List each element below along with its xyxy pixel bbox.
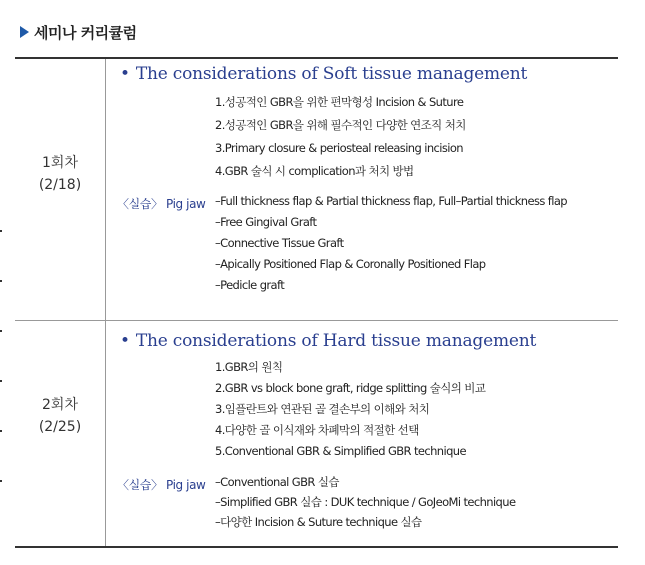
bullet-dot-icon: • [120,64,130,84]
session-2-label [15,394,105,438]
curriculum-table [15,57,618,548]
practice-item: –Pedicle graft [215,278,285,292]
session-1-label [15,152,105,196]
session-2-practice-label: 〈실습〉 Pig jaw [117,478,206,492]
title-text: The considerations of Soft tissue management [135,64,528,84]
topic-item: 3.Primary closure & periosteal releasing incision [215,141,463,155]
practice-item: –다양한 Incision & Suture technique 실습 [215,515,422,529]
edge-mark [0,430,2,432]
topic-item: 4.다양한 골 이식재와 차폐막의 적절한 선택 [215,423,419,437]
session-1-topics [215,91,466,183]
topic-item: 3.임플란트와 연관된 골 결손부의 이해와 처치 [215,402,430,416]
session-date: (2/18) [38,177,82,193]
topic-item: 1.GBR의 원칙 [215,360,283,374]
topic-item: 5.Conventional GBR & Simplified GBR technique [215,444,466,458]
bullet-dot-icon: • [120,331,130,351]
session-1-practice-items [215,191,567,296]
practice-item: –Apically Positioned Flap & Coronally Positioned Flap [215,257,486,271]
practice-item: –Conventional GBR 실습 [215,475,339,489]
session-2-topics [215,357,485,462]
practice-item: –Simplified GBR 실습 : DUK technique / GoJeoMi technique [215,495,516,509]
session-2-practice-items [215,472,515,532]
table-bottom-border [15,546,618,548]
edge-mark [0,380,2,382]
edge-mark [0,330,2,332]
edge-mark [0,230,2,232]
session-1-practice-label: 〈실습〉 Pig jaw [117,197,206,211]
heading-text: 세미나 커리큘럼 [34,23,137,42]
edge-mark [0,280,2,282]
edge-mark [0,480,2,482]
practice-item: –Full thickness flap & Partial thickness flap, Full–Partial thickness flap [215,194,567,208]
session-date: (2/25) [38,419,82,435]
topic-item: 2.GBR vs block bone graft, ridge splitting 술식의 비교 [215,381,486,395]
section-heading [20,20,137,44]
session-1-title [120,64,527,84]
title-text: The considerations of Hard tissue management [135,331,537,351]
left-edge-marks [0,230,3,530]
topic-item: 4.GBR 술식 시 complication과 처치 방법 [215,164,414,178]
topic-item: 2.성공적인 GBR을 위해 필수적인 다양한 연조직 처치 [215,118,466,132]
session-2-title [120,331,536,351]
triangle-bullet-icon [20,26,29,38]
session-number: 2회차 [42,397,78,413]
session-number: 1회차 [42,155,78,171]
practice-item: –Connective Tissue Graft [215,236,344,250]
practice-item: –Free Gingival Graft [215,215,317,229]
topic-item: 1.성공적인 GBR을 위한 편막형성 Incision & Suture [215,95,464,109]
table-column-divider [105,59,106,546]
